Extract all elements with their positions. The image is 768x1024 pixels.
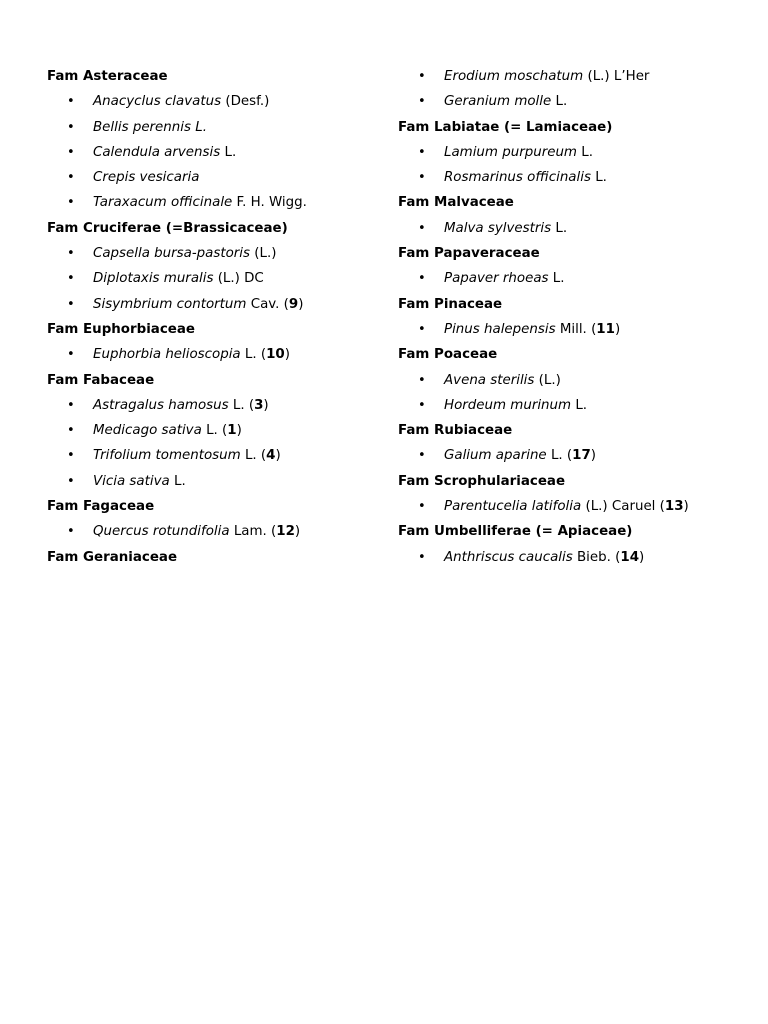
species-name: Anthriscus caucalis: [444, 549, 573, 565]
species-authority: L.: [244, 347, 257, 363]
species-name: Diplotaxis muralis: [93, 271, 214, 287]
species-list-item: • Medicago sativa L. (1): [47, 418, 377, 443]
species-name: Trifolium tomentosum: [93, 448, 241, 464]
family-heading-pinaceae: Fam Pinaceae: [398, 296, 503, 312]
reference-number: 14: [620, 549, 640, 565]
species-authority: L.: [555, 94, 568, 110]
species-name: Malva sylvestris: [444, 220, 552, 236]
species-list-item: • Astragalus hamosus L. (3): [47, 393, 377, 418]
species-list-item: [398, 89, 728, 114]
species-name: Astragalus hamosus: [93, 397, 229, 413]
family-heading-papaveraceae: Fam Papaveraceae: [398, 246, 540, 262]
species-name: Anacyclus clavatus: [93, 94, 222, 110]
reference-number: 17: [572, 448, 591, 464]
bullet-icon: •: [418, 271, 426, 287]
family-heading-geraniaceae: Fam Geraniaceae: [47, 549, 178, 565]
family-heading-cruciferae: Fam Cruciferae (=Brassicaceae): [47, 220, 288, 236]
bullet-icon: •: [67, 170, 75, 186]
species-list-item: [47, 266, 377, 291]
species-name: Lamium purpureum: [444, 144, 577, 160]
reference-number: 13: [664, 499, 684, 515]
species-list-item: [47, 469, 377, 494]
species-authority: L.: [224, 144, 237, 160]
species-authority: (L.) Caruel: [585, 499, 656, 515]
reference-number: 3: [254, 397, 264, 413]
species-list-item: [47, 241, 377, 266]
reference-number: 11: [596, 321, 615, 337]
bullet-icon: •: [418, 499, 426, 515]
species-authority: L.: [575, 397, 588, 413]
species-authority: L.: [555, 220, 568, 236]
species-authority: L.: [244, 448, 257, 464]
species-authority: L.: [581, 144, 593, 160]
bullet-icon: •: [418, 144, 426, 160]
bullet-icon: •: [418, 69, 426, 84]
species-authority: (L.) DC: [217, 271, 264, 287]
family-heading-poaceae: Fam Poaceae: [398, 347, 498, 363]
species-name: Crepis vesicaria: [93, 170, 200, 186]
species-name: Avena sterilis: [444, 372, 535, 388]
bullet-icon: •: [67, 195, 75, 211]
bullet-icon: •: [67, 144, 75, 160]
species-list-item: [47, 190, 377, 215]
species-authority: (L.): [254, 246, 277, 262]
species-list-item: • Parentucelia latifolia (L.) Caruel (13): [398, 494, 728, 519]
family-heading-umbelliferae: Fam Umbelliferae (= Apiaceae): [398, 524, 633, 540]
species-name: Capsella bursa-pastoris: [93, 246, 251, 262]
species-list-item: • Anthriscus caucalis Bieb. (14): [398, 545, 728, 570]
family-heading-euphorbiaceae: Fam Euphorbiaceae: [47, 321, 195, 337]
species-authority: (Desf.): [225, 94, 270, 110]
species-list-item: • Pinus halepensis Mill. (11): [398, 317, 728, 342]
left-column: [47, 64, 377, 570]
species-name: Quercus rotundifolia: [93, 524, 230, 540]
species-list-item: • Sisymbrium contortum Cav. (9): [47, 292, 377, 317]
species-list-item: • Quercus rotundifolia Lam. (12): [47, 519, 377, 544]
species-authority: L.: [550, 448, 563, 464]
bullet-icon: •: [418, 372, 426, 388]
family-heading-rubiaceae: Fam Rubiaceae: [398, 423, 513, 439]
bullet-icon: •: [67, 246, 75, 262]
species-authority: L.: [173, 473, 186, 489]
reference-number: 9: [288, 296, 299, 312]
species-name: Hordeum murinum: [444, 397, 572, 413]
species-name: Euphorbia helioscopia: [93, 347, 241, 363]
species-list-item: [398, 368, 728, 393]
bullet-icon: •: [418, 397, 426, 413]
bullet-icon: •: [67, 347, 75, 363]
bullet-icon: •: [418, 170, 426, 186]
species-list-item: [398, 165, 728, 190]
bullet-icon: •: [67, 296, 75, 312]
species-list-item: • Galium aparine L. (17): [398, 443, 728, 468]
species-authority: Cav.: [250, 296, 280, 312]
reference-number: 10: [266, 347, 285, 363]
species-list-item: [398, 64, 728, 89]
species-authority: L.: [206, 423, 218, 439]
bullet-icon: •: [67, 94, 75, 110]
bullet-icon: •: [67, 473, 75, 489]
species-name: Sisymbrium contortum: [93, 296, 247, 312]
reference-number: 4: [266, 448, 276, 464]
family-heading-malvaceae: Fam Malvaceae: [398, 195, 514, 211]
species-name: Bellis perennis L.: [93, 119, 207, 135]
species-name: Medicago sativa: [93, 423, 202, 439]
family-heading-fabaceae: Fam Fabaceae: [47, 372, 155, 388]
bullet-icon: •: [418, 321, 426, 337]
species-name: Geranium molle: [444, 94, 552, 110]
species-list-item: [47, 140, 377, 165]
species-authority: Lam.: [233, 524, 267, 540]
bullet-icon: •: [67, 397, 75, 413]
species-authority: (L.): [538, 372, 561, 388]
species-list-item: [47, 115, 377, 140]
bullet-icon: •: [418, 94, 426, 110]
species-name: Papaver rhoeas: [444, 271, 549, 287]
bullet-icon: •: [67, 524, 75, 540]
species-authority: Bieb.: [576, 549, 611, 565]
species-name: Galium aparine: [444, 448, 547, 464]
family-heading-asteraceae: Fam Asteraceae: [47, 69, 168, 84]
species-list-item: [398, 140, 728, 165]
right-column: [398, 64, 728, 570]
species-name: Erodium moschatum: [444, 69, 584, 84]
species-list-item: • Trifolium tomentosum L. (4): [47, 443, 377, 468]
bullet-icon: •: [67, 271, 75, 287]
bullet-icon: •: [67, 119, 75, 135]
family-heading-fagaceae: Fam Fagaceae: [47, 499, 155, 515]
species-name: Calendula arvensis: [93, 144, 221, 160]
species-name: Vicia sativa: [93, 473, 170, 489]
reference-number: 12: [276, 524, 295, 540]
species-authority: L.: [595, 170, 607, 186]
species-list-item: [398, 393, 728, 418]
species-authority: F. H. Wigg.: [236, 195, 307, 211]
family-heading-scrophulariaceae: Fam Scrophulariaceae: [398, 473, 566, 489]
species-name: Taraxacum officinale: [93, 195, 233, 211]
species-authority: Mill.: [559, 321, 587, 337]
species-name: Rosmarinus officinalis: [444, 170, 591, 186]
bullet-icon: •: [67, 448, 75, 464]
bullet-icon: •: [418, 220, 426, 236]
species-list-item: • Euphorbia helioscopia L. (10): [47, 342, 377, 367]
species-name: Pinus halepensis: [444, 321, 556, 337]
species-list-item: [47, 89, 377, 114]
species-name: Parentucelia latifolia: [444, 499, 582, 515]
species-authority: L.: [232, 397, 245, 413]
species-list-item: [47, 165, 377, 190]
bullet-icon: •: [418, 448, 426, 464]
bullet-icon: •: [67, 423, 75, 439]
species-authority: L.: [552, 271, 565, 287]
bullet-icon: •: [418, 549, 426, 565]
species-list-item: [398, 266, 728, 291]
reference-number: 1: [227, 423, 237, 439]
species-list-item: [398, 216, 728, 241]
species-authority: (L.) L’Her: [587, 69, 650, 84]
family-heading-labiatae: Fam Labiatae (= Lamiaceae): [398, 119, 613, 135]
